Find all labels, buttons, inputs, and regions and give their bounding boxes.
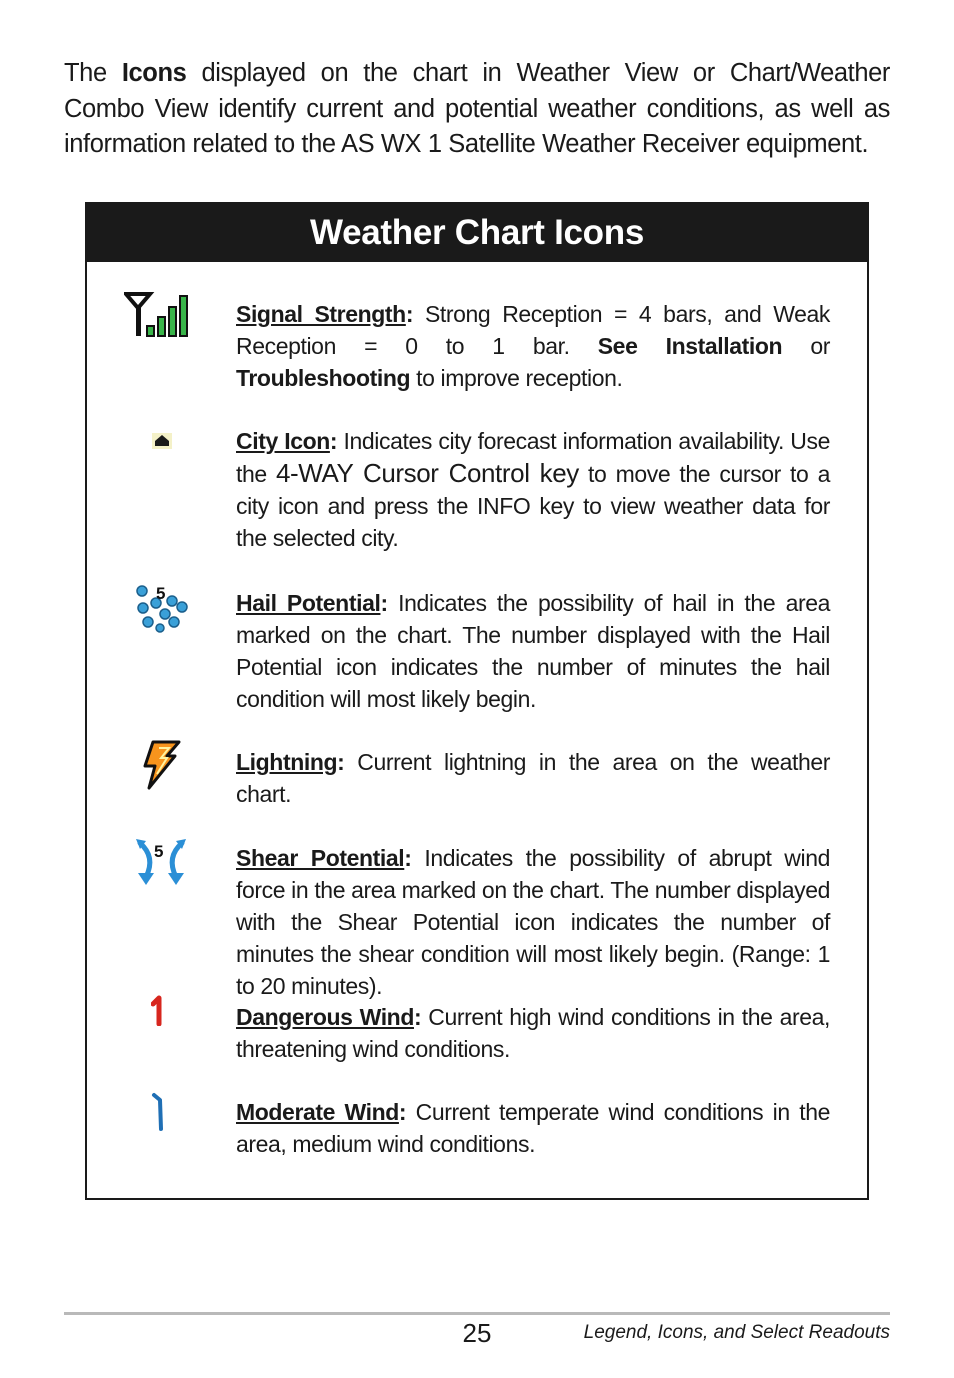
lightning-icon bbox=[139, 740, 183, 790]
intro-rest: displayed on the chart in Weather View or Chart/Weather Combo View identify current and potential weather conditions, as well as information related to the AS WX 1 Satellite Weather Receiver equipment. bbox=[64, 59, 890, 158]
dangerous-wind-entry bbox=[236, 1001, 830, 1065]
see-installation-link[interactable]: See Installation bbox=[597, 333, 783, 359]
shear-potential-text: Indicates the possibility of abrupt wind force in the area marked on the chart. The number displayed with the Shear Potential icon indicates the number of minutes the shear condition will most likely begin. (Range: 1 to 20 minutes). bbox=[236, 845, 830, 999]
dangerous-wind-term: Dangerous Wind bbox=[236, 1004, 414, 1030]
lightning-text: Current lightning in the area on the weather chart. bbox=[236, 749, 830, 807]
hail-potential-colon: : bbox=[380, 590, 388, 616]
footer-section-title: Legend, Icons, and Select Readouts bbox=[583, 1322, 890, 1343]
city-icon-colon: : bbox=[329, 428, 338, 454]
cursor-control-key-text: 4-WAY Cursor Control key bbox=[275, 458, 579, 488]
city-icon-term: City Icon bbox=[236, 428, 330, 454]
signal-strength-text: Strong Reception = 4 bars, and Weak Reception = 0 to 1 bar. bbox=[236, 301, 830, 359]
signal-strength-mid: or bbox=[782, 333, 830, 359]
hail-minutes-label: 5 bbox=[156, 584, 166, 603]
shear-potential-term: Shear Potential bbox=[236, 845, 405, 871]
intro-paragraph bbox=[64, 56, 890, 163]
weather-chart-icons-box bbox=[85, 202, 869, 1200]
signal-strength-text2: to improve reception. bbox=[410, 365, 623, 391]
lightning-entry bbox=[236, 746, 830, 810]
hail-potential-term: Hail Potential bbox=[236, 590, 381, 616]
box-title: Weather Chart Icons bbox=[87, 204, 867, 262]
page-number: 25 bbox=[462, 1318, 492, 1348]
dangerous-wind-text: Current high wind conditions in the area, threatening wind conditions. bbox=[236, 1004, 830, 1062]
city-icon-text2: to move the cursor to a city icon and press the INFO key to view weather data for the selected city. bbox=[236, 461, 830, 551]
signal-strength-entry bbox=[236, 298, 830, 394]
signal-strength-term: Signal Strength bbox=[236, 301, 406, 327]
moderate-wind-term: Moderate Wind bbox=[236, 1099, 399, 1125]
hail-potential-entry bbox=[236, 587, 830, 715]
shear-potential-entry bbox=[236, 842, 830, 1002]
hail-potential-icon bbox=[134, 584, 190, 634]
city-icon-text1: Indicates city forecast information availability. Use the bbox=[236, 428, 830, 487]
intro-prefix: The bbox=[64, 59, 122, 87]
moderate-wind-colon: : bbox=[398, 1099, 407, 1125]
dangerous-wind-colon: : bbox=[413, 1004, 422, 1030]
moderate-wind-icon bbox=[151, 1092, 167, 1132]
city-icon bbox=[151, 432, 173, 450]
shear-minutes-label: 5 bbox=[154, 842, 164, 861]
shear-potential-icon bbox=[134, 837, 188, 889]
moderate-wind-entry bbox=[236, 1096, 830, 1160]
signal-strength-icon bbox=[124, 292, 198, 338]
dangerous-wind-icon bbox=[151, 994, 167, 1026]
signal-strength-colon: : bbox=[405, 301, 414, 327]
shear-potential-colon: : bbox=[404, 845, 412, 871]
moderate-wind-text: Current temperate wind conditions in the area, medium wind conditions. bbox=[236, 1099, 831, 1157]
lightning-term: Lightning bbox=[236, 749, 338, 775]
hail-potential-text: Indicates the possibility of hail in the area marked on the chart. The number displayed with the Hail Potential icon indicates the number of minutes the hail condition will most likely begin. bbox=[236, 590, 830, 712]
footer-divider bbox=[64, 1312, 890, 1315]
intro-bold-icons: Icons bbox=[121, 59, 187, 87]
troubleshooting-link[interactable]: Troubleshooting bbox=[236, 365, 411, 391]
city-icon-entry bbox=[236, 425, 830, 554]
lightning-colon: : bbox=[337, 749, 345, 775]
